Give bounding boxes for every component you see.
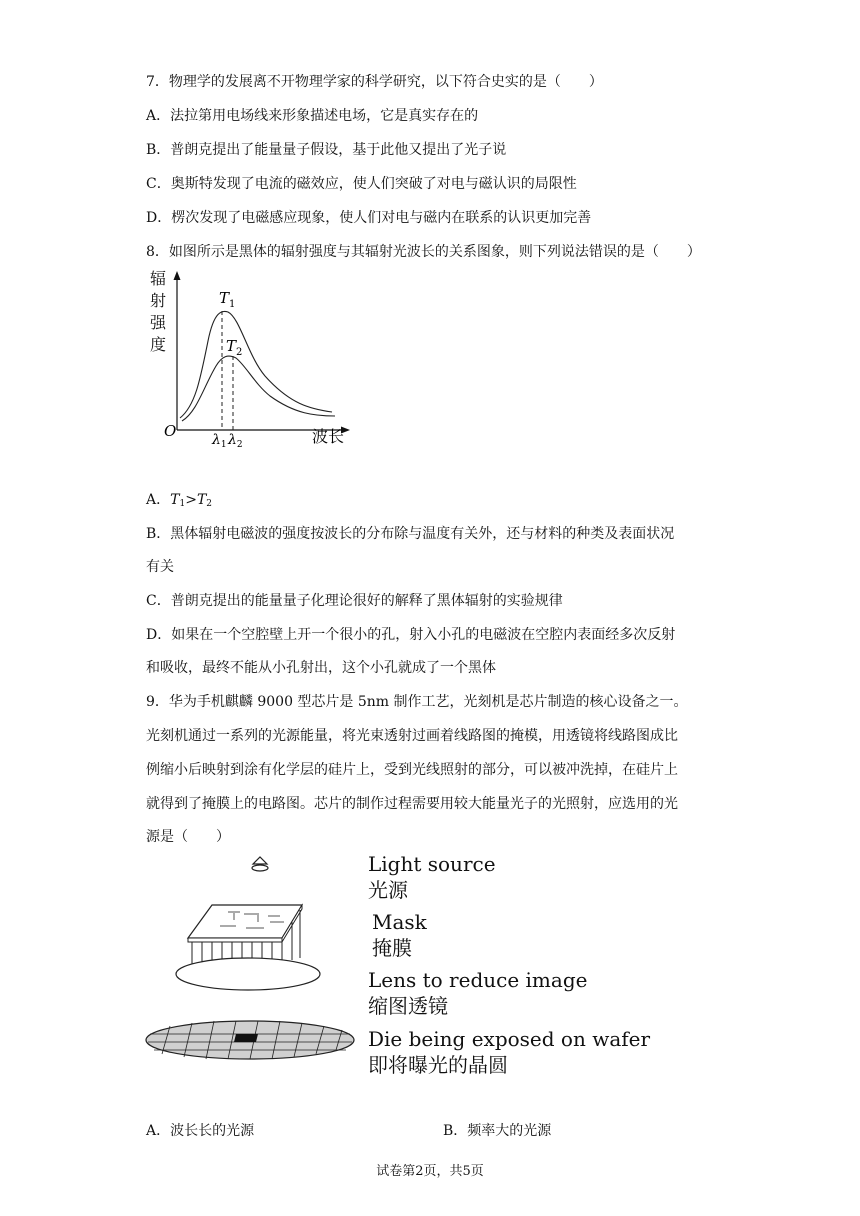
series-t1-curve	[180, 311, 332, 418]
q8-option-a: A．$T_1>T_2$	[146, 492, 213, 509]
series-label-t2: $T_2$	[226, 337, 243, 358]
q9-stem-line4: 就得到了掩膜上的电路图。芯片的制作过程需要用较大能量光子的光照射，应选用的光	[146, 796, 678, 812]
label-die-en: Die being exposed on wafer	[368, 1027, 651, 1051]
blackbody-chart	[140, 266, 360, 456]
lens-icon	[176, 958, 320, 990]
q9-stem-line3: 例缩小后映射到涂有化学层的硅片上，受到光线照射的部分，可以被冲洗掉，在硅片上	[146, 762, 678, 778]
label-light-source-en: Light source	[368, 852, 496, 876]
svg-text:射: 射	[150, 291, 167, 310]
label-light-source-cn: 光源	[368, 878, 408, 902]
lithography-diagram	[140, 850, 360, 1070]
q7-option-a: A．法拉第用电场线来形象描述电场，它是真实存在的	[146, 108, 479, 124]
y-axis-arrow	[174, 271, 181, 280]
label-lens-en: Lens to reduce image	[368, 968, 588, 992]
page-footer: 试卷第2页，共5页	[376, 1164, 484, 1179]
series-label-t1: $T_1$	[219, 289, 236, 310]
origin-label: O	[164, 422, 177, 440]
exposed-die	[234, 1034, 258, 1042]
q9-option-a: A．波长长的光源	[146, 1123, 255, 1139]
q8-stem: 8．如图所示是黑体的辐射强度与其辐射光波长的关系图象，则下列说法错误的是（ ）	[146, 244, 701, 260]
wafer-icon	[146, 1021, 354, 1059]
x-axis-label: 波长	[312, 427, 345, 446]
y-axis-label	[150, 269, 167, 354]
x-tick-lambda2: $\lambda_2$	[228, 432, 243, 450]
q9-stem-line1: 9．华为手机麒麟 9000 型芯片是 5nm 制作工艺，光刻机是芯片制造的核心设备之一。	[146, 694, 688, 710]
q7-option-c: C．奥斯特发现了电流的磁效应，使人们突破了对电与磁认识的局限性	[146, 176, 577, 192]
q9-stem-line2: 光刻机通过一系列的光源能量，将光束透射过画着线路图的掩模，用透镜将线路图成比	[146, 728, 678, 744]
label-lens-cn: 缩图透镜	[368, 994, 448, 1018]
q8-option-b-line1: B．黑体辐射电磁波的强度按波长的分布除与温度有关外，还与材料的种类及表面状况	[146, 526, 675, 542]
q7-stem: 7．物理学的发展离不开物理学家的科学研究，以下符合史实的是（ ）	[146, 74, 603, 90]
q8-option-b-line2: 有关	[146, 559, 174, 575]
label-die-cn: 即将曝光的晶圆	[368, 1053, 508, 1077]
q7-option-b: B．普朗克提出了能量量子假设，基于此他又提出了光子说	[146, 142, 507, 158]
q7-option-d: D．楞次发现了电磁感应现象，使人们对电与磁内在联系的认识更加完善	[146, 210, 592, 226]
svg-text:辐: 辐	[150, 269, 167, 288]
q9-stem-line5: 源是（ ）	[146, 829, 230, 845]
light-source-icon	[252, 857, 268, 871]
svg-text:强: 强	[150, 313, 167, 332]
q8-option-c: C．普朗克提出的能量量子化理论很好的解释了黑体辐射的实验规律	[146, 593, 563, 609]
x-tick-lambda1: $\lambda_1$	[212, 432, 227, 450]
label-mask-en: Mask	[372, 910, 427, 934]
svg-text:度: 度	[150, 335, 167, 354]
q8-option-d-line2: 和吸收，最终不能从小孔射出，这个小孔就成了一个黑体	[146, 660, 496, 676]
label-mask-cn: 掩膜	[372, 936, 412, 960]
q9-option-b: B．频率大的光源	[443, 1123, 552, 1139]
q8-option-d-line1: D．如果在一个空腔壁上开一个很小的孔，射入小孔的电磁波在空腔内表面经多次反射	[146, 627, 676, 643]
